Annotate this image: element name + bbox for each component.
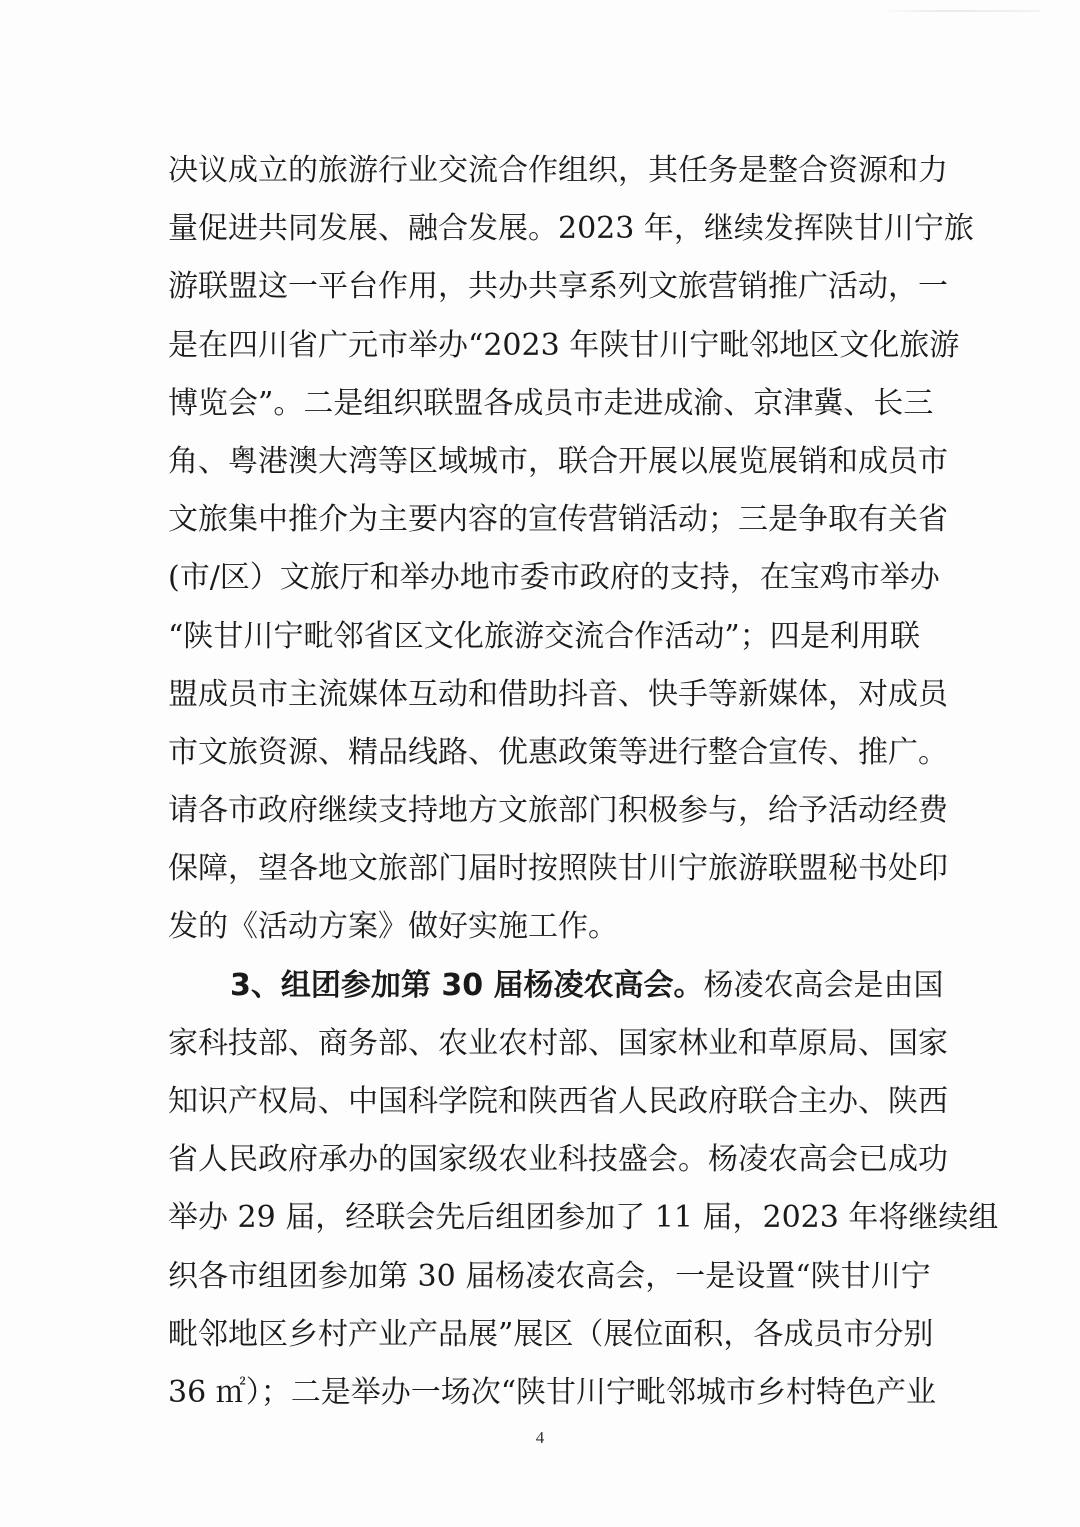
body-line-11: 市文旅资源、精品线路、优惠政策等进行整合宣传、推广。 <box>168 734 948 770</box>
body-line-9: “陕甘川宁毗邻省区文化旅游交流合作活动”；四是利用联 <box>168 618 920 654</box>
body-line-4: 是在四川省广元市举办“2023 年陕甘川宁毗邻地区文化旅游 <box>168 327 960 363</box>
body-line-13: 保障，望各地文旅部门届时按照陕甘川宁旅游联盟秘书处印 <box>168 851 948 887</box>
body-line-6: 角、粤港澳大湾等区域城市，联合开展以展览展销和成员市 <box>168 443 948 479</box>
body-line-10: 盟成员市主流媒体互动和借助抖音、快手等新媒体，对成员 <box>168 676 948 712</box>
body-line-12: 请各市政府继续支持地方文旅部门积极参与，给予活动经费 <box>168 793 948 829</box>
body-line-2: 量促进共同发展、融合发展。2023 年，继续发挥陕甘川宁旅 <box>168 211 974 247</box>
scan-artifact <box>880 10 1040 12</box>
section-3-line-3: 知识产权局、中国科学院和陕西省人民政府联合主办、陕西 <box>168 1084 948 1119</box>
section-3-line-7: 毗邻地区乡村产业产品展”展区（展位面积，各成员市分别 <box>168 1316 934 1352</box>
page-number: 4 <box>535 1428 545 1447</box>
section-3-first-line <box>168 957 944 1015</box>
section-3-line-6: 织各市组团参加第 30 届杨凌农高会，一是设置“陕甘川宁 <box>168 1258 931 1294</box>
section-3-line-8: 36 ㎡）；二是举办一场次“陕甘川宁毗邻城市乡村特色产业 <box>168 1374 937 1410</box>
section-3-line-4: 省人民政府承办的国家级农业科技盛会。杨凌农高会已成功 <box>168 1142 948 1178</box>
section-3-line-2: 家科技部、商务部、农业农村部、国家林业和草原局、国家 <box>168 1025 948 1061</box>
body-line-3: 游联盟这一平台作用，共办共享系列文旅营销推广活动，一 <box>168 269 948 305</box>
body-line-5: 博览会”。二是组织联盟各成员市走进成渝、京津冀、长三 <box>168 385 934 421</box>
body-line-7: 文旅集中推介为主要内容的宣传营销活动；三是争取有关省 <box>168 502 948 538</box>
section-3-heading: 3、组团参加第 30 届杨凌农高会。 <box>230 967 704 1003</box>
section-3-line-5: 举办 29 届，经联会先后组团参加了 11 届，2023 年将继续组 <box>168 1200 999 1236</box>
body-line-14: 发的《活动方案》做好实施工作。 <box>168 909 618 945</box>
section-3-first-rest: 杨凌农高会是由国 <box>703 967 944 1003</box>
body-line-1: 决议成立的旅游行业交流合作组织，其任务是整合资源和力 <box>168 153 948 188</box>
document-body <box>168 142 999 1422</box>
body-line-8: (市/区）文旅厅和举办地市委市政府的支持，在宝鸡市举办 <box>168 560 940 596</box>
